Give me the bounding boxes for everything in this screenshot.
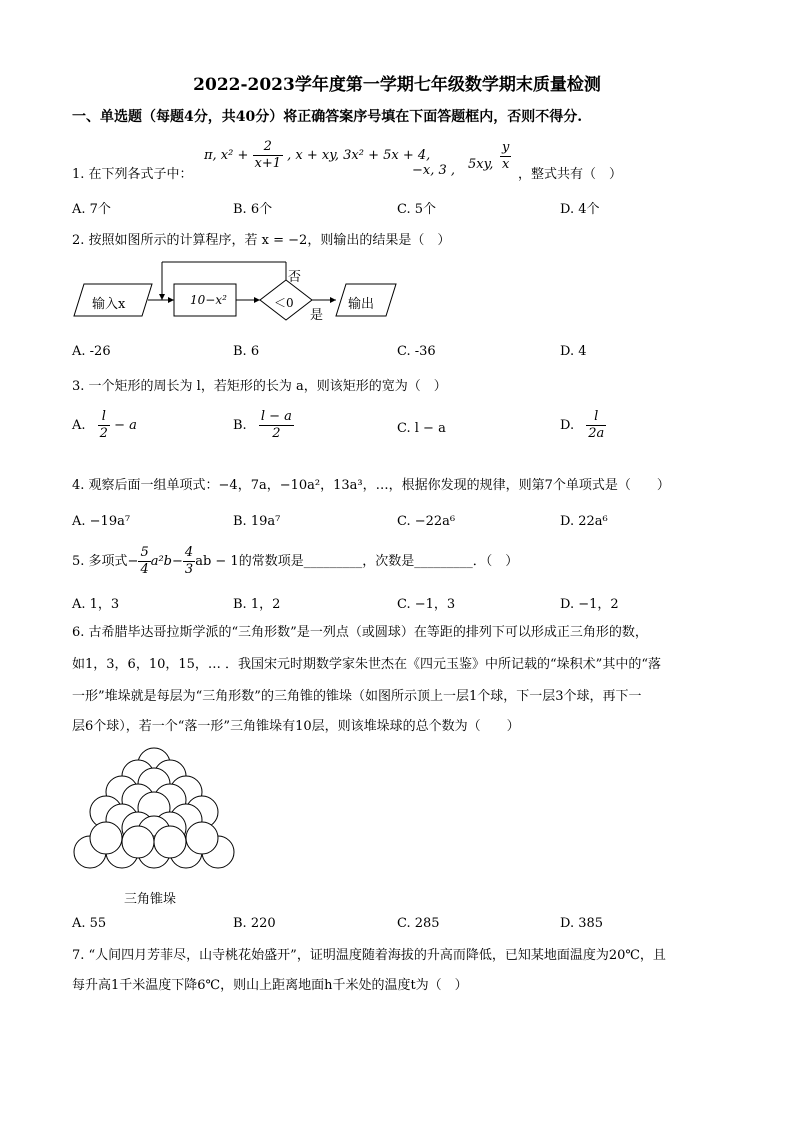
q3-option-d: D. $\frac{l}{2a}$: [560, 409, 605, 441]
q6-line-3: 一形”堆垛就是每层为“三角形数”的三角锥的锥垛（如图所示顶上一层1个球，下一层3个球，再下一: [72, 689, 642, 704]
q5-option-d: D. −1，2: [560, 597, 619, 612]
q2-option-c: C. -36: [397, 344, 436, 359]
q6-triangular-pile-figure: [72, 742, 238, 882]
q6-line-4: 层6个球），若一个“落一形”三角锥垛有10层，则该堆垛球的总个数为（ ）: [72, 719, 520, 734]
section-heading: 一、单选题（每题4分，共40分）将正确答案序号填在下面答题框内，否则不得分.: [72, 109, 583, 125]
flow-input-label: 输入x: [92, 297, 126, 312]
q4-option-d: D. 22a⁶: [560, 514, 608, 529]
q6-line-1: 6. 古希腊毕达哥拉斯学派的“三角形数”是一列点（或圆球）在等距的排列下可以形成正三角形的数，: [72, 625, 648, 640]
q6-figure-caption: 三角锥垛: [124, 892, 177, 907]
q1-option-a: A. 7个: [72, 202, 111, 217]
q1-frac2-num: y: [502, 140, 510, 155]
q5-stem: 5. 多项式− $\frac{5}{4}$ a²b− $\frac{4}{3}$ ab − 1的常数项是_________，次数是_________．（ ）: [72, 545, 519, 577]
q1-fraction-1: [253, 139, 284, 172]
q1-tail: ，整式共有（ ）: [518, 167, 623, 182]
q6-option-b: B. 220: [233, 916, 276, 931]
flow-no-label: 否: [288, 270, 302, 285]
q7-line-1: 7. “人间四月芳菲尽，山寺桃花始盛开”，证明温度随着海拔的升高而降低，已知某地面温度为20℃，且: [72, 948, 666, 963]
q1-option-d: D. 4个: [560, 202, 600, 217]
q1-expr-part4: 5xy,: [468, 157, 494, 172]
q1-frac1-den: x+1: [254, 156, 282, 171]
q1-fraction-2: [500, 140, 511, 173]
q5-option-a: A. 1，3: [72, 597, 120, 612]
q5-option-c: C. −1，3: [397, 597, 456, 612]
q2-option-d: D. 4: [560, 344, 587, 359]
q2-stem: 2. 按照如图所示的计算程序，若 x = −2，则输出的结果是（ ）: [72, 233, 451, 248]
q6-line-2: 如1，3，6，10，15，… ．我国宋元时期数学家朱世杰在《四元玉鉴》中所记载的“垛积术”其中的“落: [72, 657, 661, 672]
q2-option-b: B. 6: [233, 344, 260, 359]
q6-option-c: C. 285: [397, 916, 440, 931]
q4-option-a: A. −19a⁷: [72, 514, 131, 529]
q1-option-b: B. 6个: [233, 202, 273, 217]
q2-option-a: A. -26: [72, 344, 111, 359]
q4-option-c: C. −22a⁶: [397, 514, 456, 529]
q7-line-2: 每升高1千米温度下降6℃，则山上距离地面h千米处的温度t为（ ）: [72, 978, 468, 993]
flow-output-label: 输出: [348, 297, 375, 312]
q1-number: 1.: [72, 167, 85, 182]
q1-expr-part2: , x + xy, 3x² + 5x + 4,: [287, 148, 431, 163]
q1-frac1-num: 2: [253, 139, 284, 156]
q1-expr-part1: π, x² +: [204, 148, 249, 163]
q6-option-d: D. 385: [560, 916, 604, 931]
q5-option-b: B. 1，2: [233, 597, 281, 612]
q1-option-c: C. 5个: [397, 202, 437, 217]
q3-stem: 3. 一个矩形的周长为 l，若矩形的长为 a，则该矩形的宽为（ ）: [72, 379, 447, 394]
q3-option-c: C. l − a: [397, 421, 446, 436]
page-title: 2022-2023学年度第一学期七年级数学期末质量检测: [193, 75, 601, 95]
flow-yes-label: 是: [310, 308, 324, 323]
q1-frac2-den: x: [502, 157, 510, 172]
flow-condition-label: ＜0: [274, 296, 294, 310]
q1-expression: [204, 139, 430, 172]
flow-compute-label: 10−x²: [190, 293, 227, 307]
q6-option-a: A. 55: [72, 916, 107, 931]
q3-option-a: A. $\frac{l}{2}$ − a: [72, 409, 137, 441]
q4-option-b: B. 19a⁷: [233, 514, 281, 529]
q1-number-stem: [72, 163, 193, 182]
q1-expr-part3: −x, 3 ,: [412, 163, 456, 178]
q4-stem: 4. 观察后面一组单项式：−4，7a，−10a²，13a³，…，根据你发现的规律，则第7个单项式是（ ）: [72, 478, 670, 493]
q1-stem: 在下列各式子中：: [88, 167, 193, 182]
q3-option-b: B. $\frac{l - a}{2}$: [233, 409, 292, 441]
